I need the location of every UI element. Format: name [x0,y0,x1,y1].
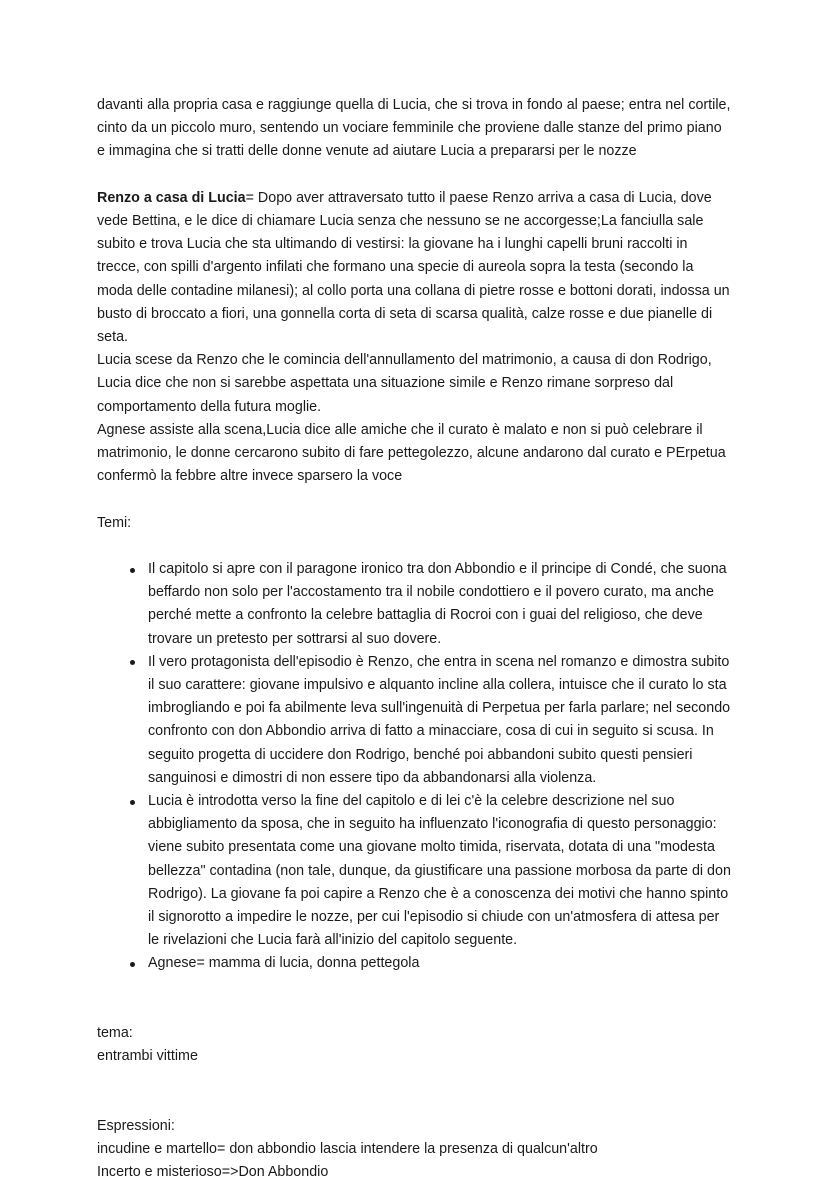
document-body [97,94,731,1184]
list-item: Il vero protagonista dell'episodio è Renzo, che entra in scena nel romanzo e dimostra subito il suo carattere: giovane impulsivo e alquanto incline alla collera, intuisce che il curato lo sta imbrogliando e poi fa abilmente leva sull'ingenuità di Perpetua per farla parlare; nel secondo confronto con don Abbondio arriva di fatto a minacciare, cosa di cui in seguito si scusa. In seguito progetta di uccidere don Rodrigo, benché poi abbandoni subito questi pensieri sanguinosi e dimostri di non essere tipo da abbandonarsi alla violenza. [97,651,731,790]
paragraph-spacer [97,1068,731,1091]
paragraph-spacer [97,164,731,187]
list-item: Lucia è introdotta verso la fine del capitolo e di lei c'è la celebre descrizione nel suo abbigliamento da sposa, che in seguito ha influenzato l'iconografia di questo personaggio: viene subito presentata come una giovane molto timida, riservata, dotata di una "modesta bellezza" contadina (non tale, dunque, da giustificare una passione morbosa da parte di don Rodrigo). La giovane fa poi capire a Renzo che è a conoscenza dei motivi che hanno spinto il signorotto a impedire le nozze, per cui l'episodio si chiude con un'atmosfera di attesa per le rivelazioni che Lucia farà all'inizio del capitolo seguente. [97,790,731,952]
paragraph-renzo-a-casa-di-lucia [97,187,731,349]
espressioni-line-1: incudine e martello= don abbondio lascia intendere la presenza di qualcun'altro [97,1141,598,1158]
list-item: Agnese= mamma di lucia, donna pettegola [97,952,731,975]
tema-label: tema: [97,1025,133,1042]
tema-body: entrambi vittime [97,1048,198,1065]
temi-label: Temi: [97,514,132,531]
paragraph-intro: davanti alla propria casa e raggiunge quella di Lucia, che si trova in fondo al paese; entra nel cortile, cinto da un piccolo muro, sentendo un vociare femminile che proviene dalle stanze del primo piano e immagina che si tratti delle donne venute ad aiutare Lucia a prepararsi per le nozze [97,97,731,160]
espressioni-label: Espressioni: [97,1117,175,1134]
list-item: Il capitolo si apre con il paragone ironico tra don Abbondio e il principe di Condé, che suona beffardo non solo per l'accostamento tra il nobile condottiero e il povero curato, ma anche perché mette a confronto la celebre battaglia di Rocroi con i guai del religioso, che deve trovare un pretesto per sottrarsi al suo dovere. [97,558,731,651]
paragraph-lucia-renzo: Lucia scese da Renzo che le comincia dell'annullamento del matrimonio, a causa di don Rodrigo, Lucia dice che non si sarebbe aspettata una situazione simile e Renzo rimane sorpreso dal comportamento della futura moglie. [97,352,712,415]
lead-in-body: = Dopo aver attraversato tutto il paese Renzo arriva a casa di Lucia, dove vede Bettina, e le dice di chiamare Lucia senza che nessuno se ne accorgesse;La fanciulla sale subito e trova Lucia che sta ultimando di vestirsi: la giovane ha i lunghi capelli bruni raccolti in trecce, con spilli d'argento infilati che formano una specie di aureola sopra la testa (secondo la moda delle contadine milanesi); al collo porta una collana di pietre rosse e bottoni dorati, indossa un busto di broccato a fiori, una gonnella corta di seta di scarsa qualità, calze rosse e due pianelle di seta. [97,189,730,346]
paragraph-spacer [97,976,731,999]
temi-list [97,558,731,976]
paragraph-agnese-scena: Agnese assiste alla scena,Lucia dice alle amiche che il curato è malato e non si può celebrare il matrimonio, le donne cercarono subito di fare pettegolezzo, alcune andarono dal curato e PErpetua confermò la febbre altre invece sparsero la voce [97,421,726,485]
paragraph-spacer [97,488,731,511]
lead-in-heading: Renzo a casa di Lucia [97,189,246,206]
paragraph-spacer [97,999,731,1022]
espressioni-line-2: Incerto e misterioso=>Don Abbondio [97,1164,329,1181]
paragraph-spacer [97,535,731,558]
paragraph-spacer [97,1092,731,1115]
